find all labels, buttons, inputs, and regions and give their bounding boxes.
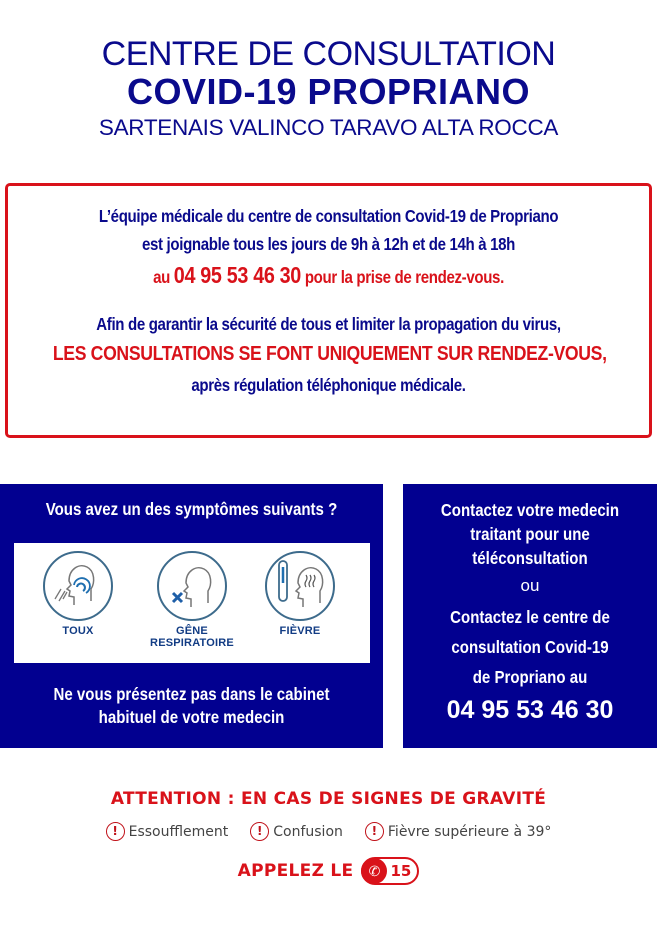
sign-label: Fièvre supérieure à 39° [387,823,552,840]
symptom-label-1: GÊNE [176,625,208,637]
symptoms-image [14,543,370,663]
warning-icon: ! [106,822,125,841]
info-line-6: après régulation téléphonique médicale. [191,375,466,395]
contact-phone[interactable]: 04 95 53 46 30 [446,696,614,724]
symptoms-footer [27,683,356,729]
sign-item [365,822,552,841]
contact-line-2: traitant pour une [470,524,590,544]
header-title: COVID-19 PROPRIANO [126,71,531,112]
info-prefix: au [153,267,170,287]
info-line-5: LES CONSULTATIONS SE FONT UNIQUEMENT SUR RENDEZ-VOUS, [52,342,607,365]
info-phone[interactable]: 04 95 53 46 30 [173,262,301,288]
emergency-number-badge[interactable] [361,857,419,885]
symptoms-panel [0,484,383,748]
symptom-cough [28,549,128,637]
sign-label: Confusion [273,823,343,840]
contact-line-1: Contactez votre medecin [440,500,620,520]
phone-icon: ✆ [361,858,387,884]
sign-item [106,822,229,841]
cough-icon [41,549,115,623]
header-subtitle: SARTENAIS VALINCO TARAVO ALTA ROCCA [98,115,559,140]
contact-panel [403,484,657,748]
call-label: APPELEZ LE [237,861,354,881]
info-line-4: Afin de garantir la sécurité de tous et limiter la propagation du virus, [96,314,561,334]
symptom-fever [250,549,350,637]
contact-or: ou [520,576,540,595]
contact-line-4: Contactez le centre de [450,607,610,627]
info-box [5,183,652,438]
symptoms-title: Vous avez un des symptômes suivants ? [45,499,338,519]
symptom-label: TOUX [62,625,94,637]
symptom-breathing [142,549,242,649]
contact-line-6: de Propriano au [472,667,588,687]
contact-line-5: consultation Covid-19 [451,637,609,657]
footer-line-2: habituel de votre medecin [98,707,285,727]
sign-label: Essoufflement [128,823,229,840]
info-line-1: L’équipe médicale du centre de consultation Covid-19 de Propriano [98,206,559,226]
warning-icon: ! [365,822,384,841]
symptom-label-2: RESPIRATOIRE [150,637,234,649]
fever-icon [263,549,337,623]
info-line-2: est joignable tous les jours de 9h à 12h et de 14h à 18h [141,234,515,254]
warning-icon: ! [250,822,269,841]
symptom-label: FIÈVRE [279,625,321,637]
info-suffix: pour la prise de rendez-vous. [304,267,504,287]
call-emergency [0,857,657,885]
warning-title: ATTENTION : EN CAS DE SIGNES DE GRAVITÉ [110,789,547,809]
emergency-number: 15 [390,862,412,880]
breathing-difficulty-icon [155,549,229,623]
severity-signs [0,822,657,841]
page-header [0,36,657,142]
sign-item [250,822,343,841]
footer-line-1: Ne vous présentez pas dans le cabinet [53,684,330,704]
contact-line-3: téléconsultation [472,548,588,568]
header-line-1: CENTRE DE CONSULTATION [101,35,556,73]
info-line-3 [53,261,604,291]
